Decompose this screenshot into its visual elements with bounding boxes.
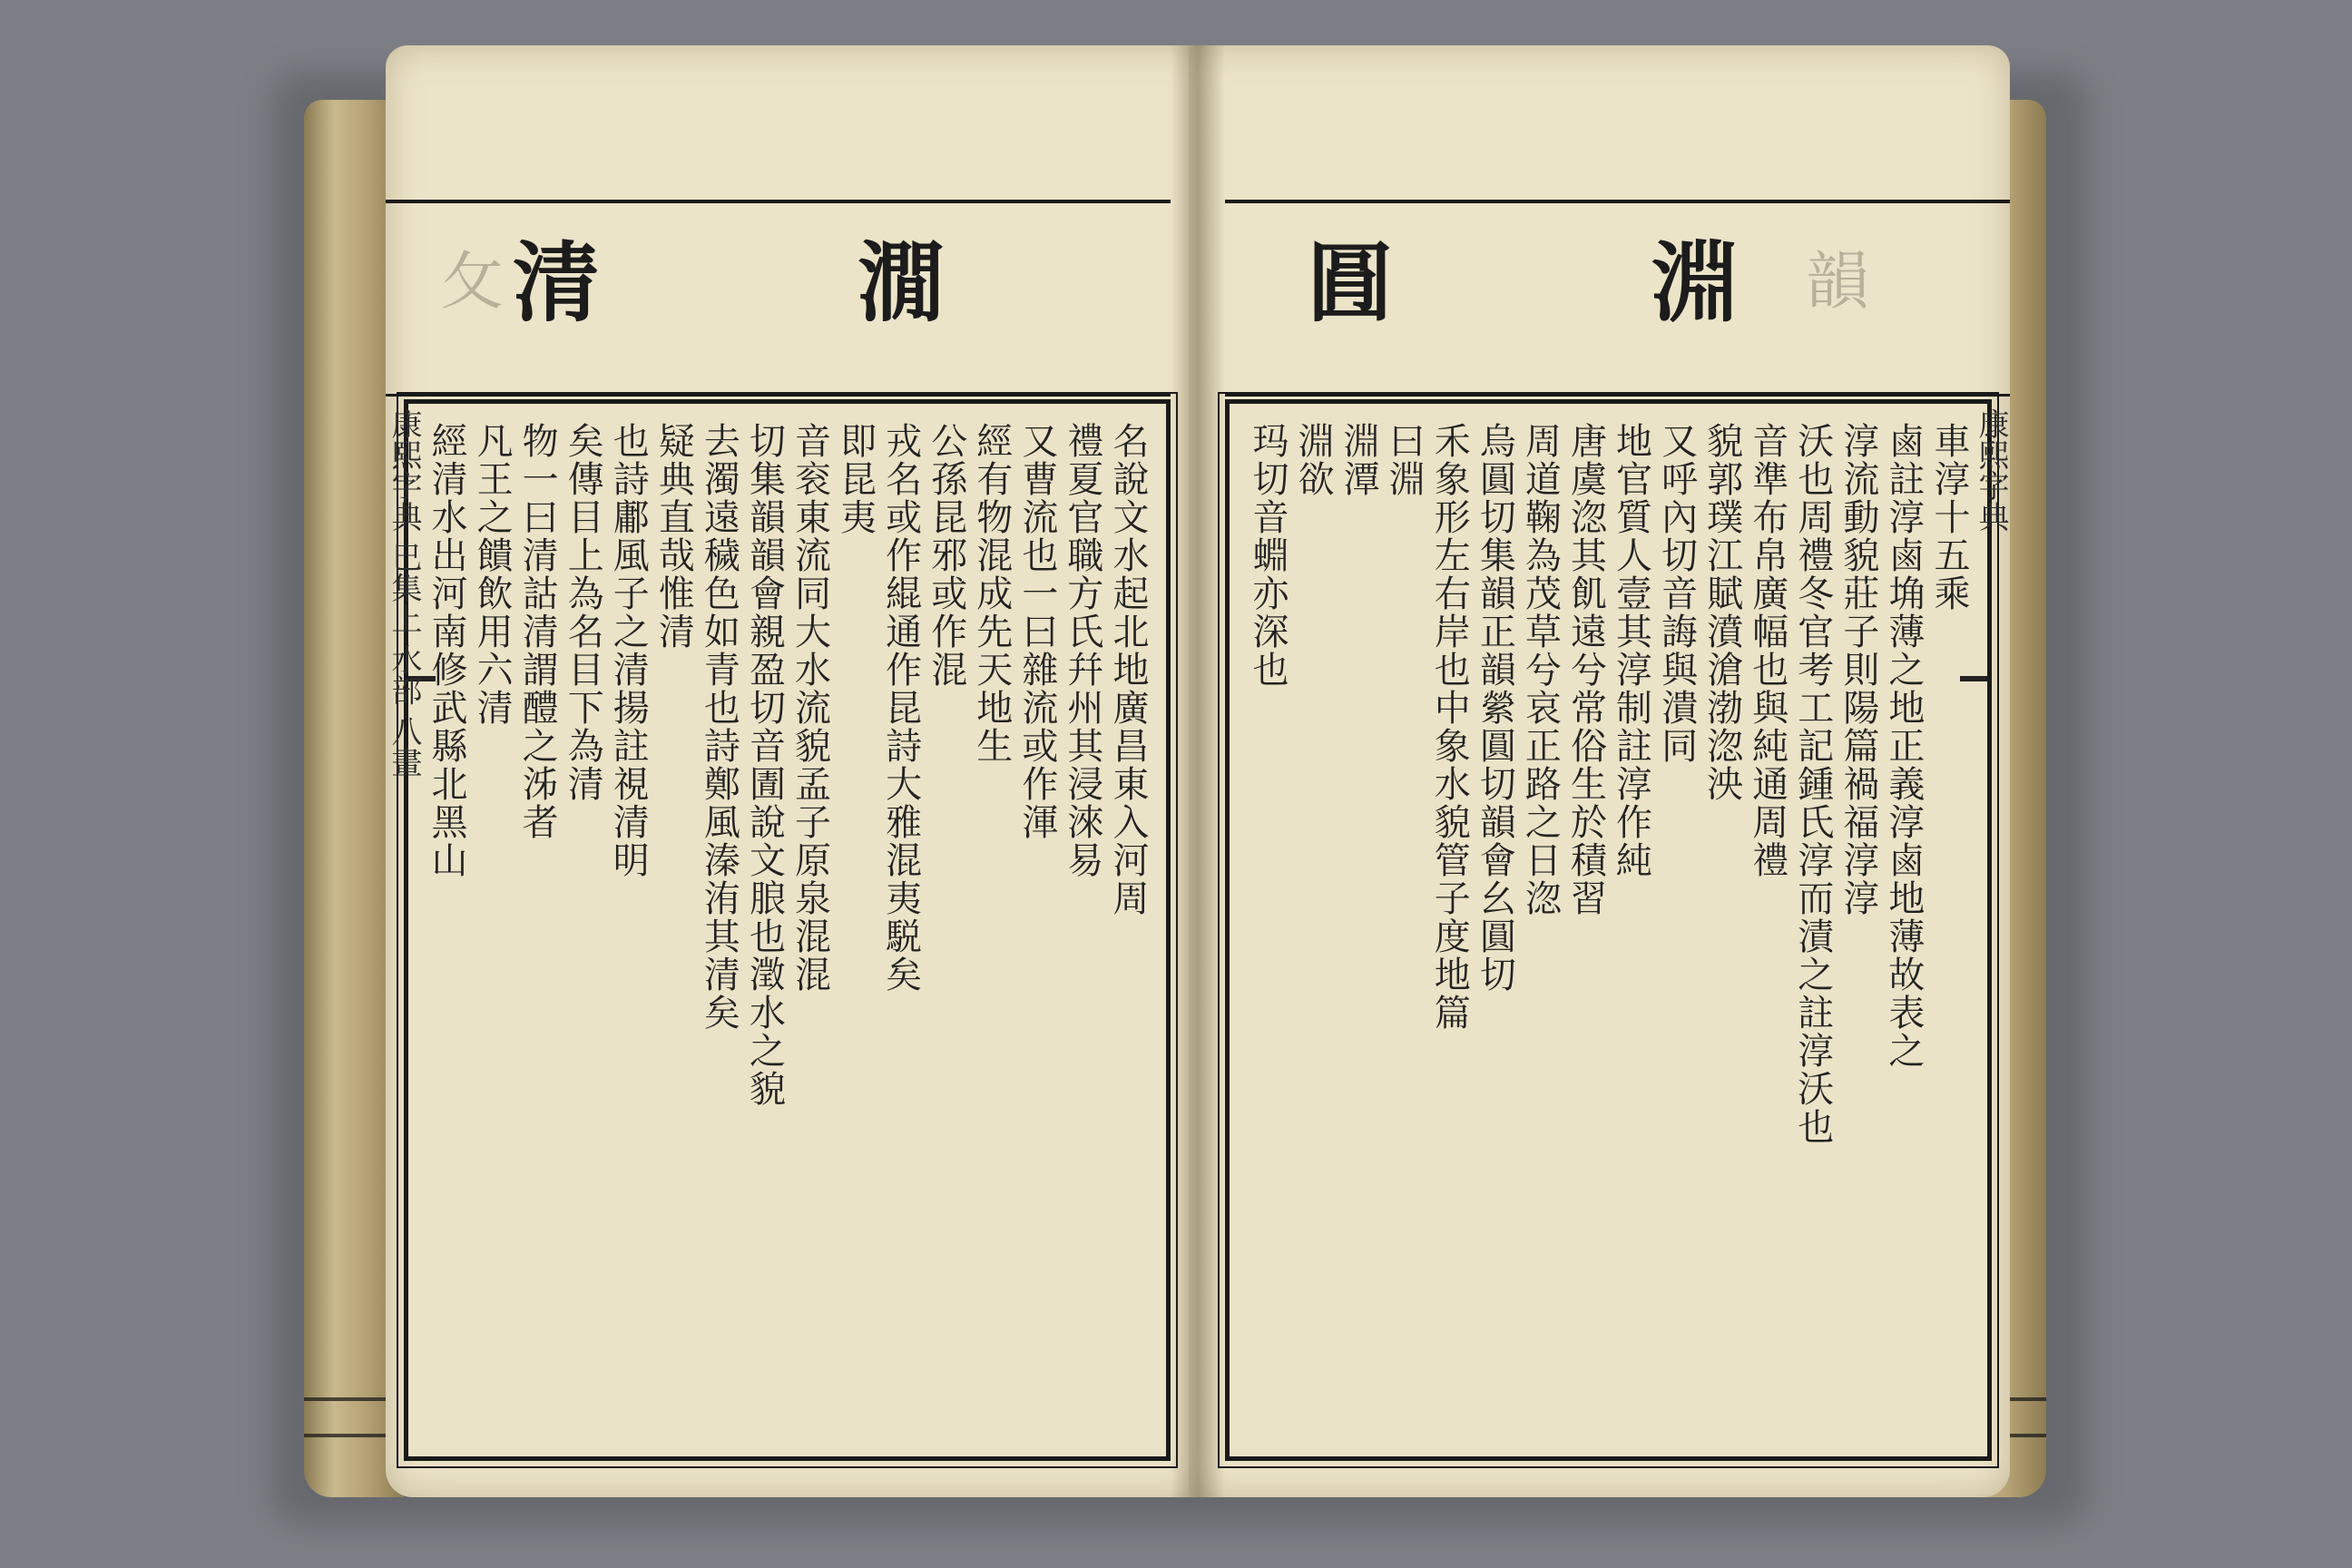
text-column: 經清水出河南修武縣北黑山	[426, 422, 467, 879]
left-columns	[425, 422, 1150, 1438]
header-char: 㘣	[1307, 231, 1397, 334]
text-column: 疑典直哉惟清	[652, 422, 695, 651]
book-gutter	[1171, 45, 1225, 1497]
text-column: 淵潭	[1338, 422, 1380, 498]
left-header-band	[386, 200, 1171, 397]
text-column: 公孫昆邪或作混	[925, 422, 967, 689]
header-char: 淵	[1651, 231, 1742, 334]
right-page	[1189, 45, 2010, 1497]
right-header-band	[1225, 200, 2010, 397]
header-char: 清	[513, 231, 603, 334]
text-column: 物一曰清詁清謂醴之泲者	[516, 422, 559, 841]
text-column: 唐虞淴其飢遠兮常俗生於積習	[1564, 422, 1607, 917]
text-column: 貌郭璞江賦濆滄渤淴泱	[1700, 422, 1743, 803]
text-column: 淵欲	[1292, 422, 1335, 498]
text-column: 周道鞠為茂草兮哀正路之日淴	[1519, 422, 1562, 917]
text-column: 玛切音蜵亦深也	[1247, 422, 1289, 689]
text-column: 沃也周禮冬官考工記鍾氏淳而漬之註淳沃也	[1791, 422, 1834, 1146]
text-column: 禾象形左右岸也中象水貌管子度地篇	[1428, 422, 1471, 1032]
text-column: 也詩鄘風子之清揚註視清明	[607, 422, 650, 879]
text-column: 音衮東流同大水流貌孟子原泉混混	[789, 422, 831, 994]
text-column: 淳流動貌莊子則陽篇禍福淳淳	[1837, 422, 1879, 917]
text-column: 即昆夷	[834, 422, 877, 536]
text-column: 去濁遠穢色如青也詩鄭風溱洧其清矣	[698, 422, 740, 1032]
bleed-through-glyph: 韻	[1806, 244, 1869, 318]
left-text-frame	[404, 399, 1171, 1461]
text-column: 地官質人壹其淳制註淳作純	[1610, 422, 1652, 879]
text-column: 鹵註淳鹵埆薄之地正義淳鹵地薄故表之	[1882, 422, 1925, 1070]
text-column: 經有物混成先天地生	[970, 422, 1013, 765]
text-column: 凡王之饋飲用六清	[471, 422, 514, 727]
left-margin-label: 康熙字典 巳集上 水部 八畫	[386, 408, 422, 778]
text-column: 車淳十五乘	[1927, 422, 1970, 612]
bleed-through-glyph: ⺙	[440, 244, 504, 318]
right-margin-label: 康熙字典	[1973, 408, 2009, 532]
text-column: 禮夏官職方氏幷州其浸淶易	[1061, 422, 1103, 879]
text-column: 又曹流也一曰雜流或作渾	[1015, 422, 1058, 841]
text-column: 戎名或作緄通作昆詩大雅混夷駾矣	[879, 422, 922, 994]
text-column: 音準布帛廣幅也與純通周禮	[1746, 422, 1788, 879]
text-column: 曰淵	[1383, 422, 1426, 498]
text-column: 矣傳目上為名目下為清	[562, 422, 604, 803]
open-book	[304, 45, 2046, 1515]
header-char: 㵎	[858, 231, 948, 334]
left-page	[386, 45, 1207, 1497]
text-column: 名說文水起北地廣昌東入河周	[1106, 422, 1149, 917]
text-column: 烏圓切集韻正韻縈圓切韻會幺圓切	[1474, 422, 1516, 994]
text-column: 又呼內切音誨與潰同	[1655, 422, 1698, 765]
right-columns	[1246, 422, 1971, 1438]
right-text-frame	[1225, 399, 1992, 1461]
text-column: 切集韻韻會親盈切音圊說文朖也澂水之貌	[743, 422, 786, 1108]
